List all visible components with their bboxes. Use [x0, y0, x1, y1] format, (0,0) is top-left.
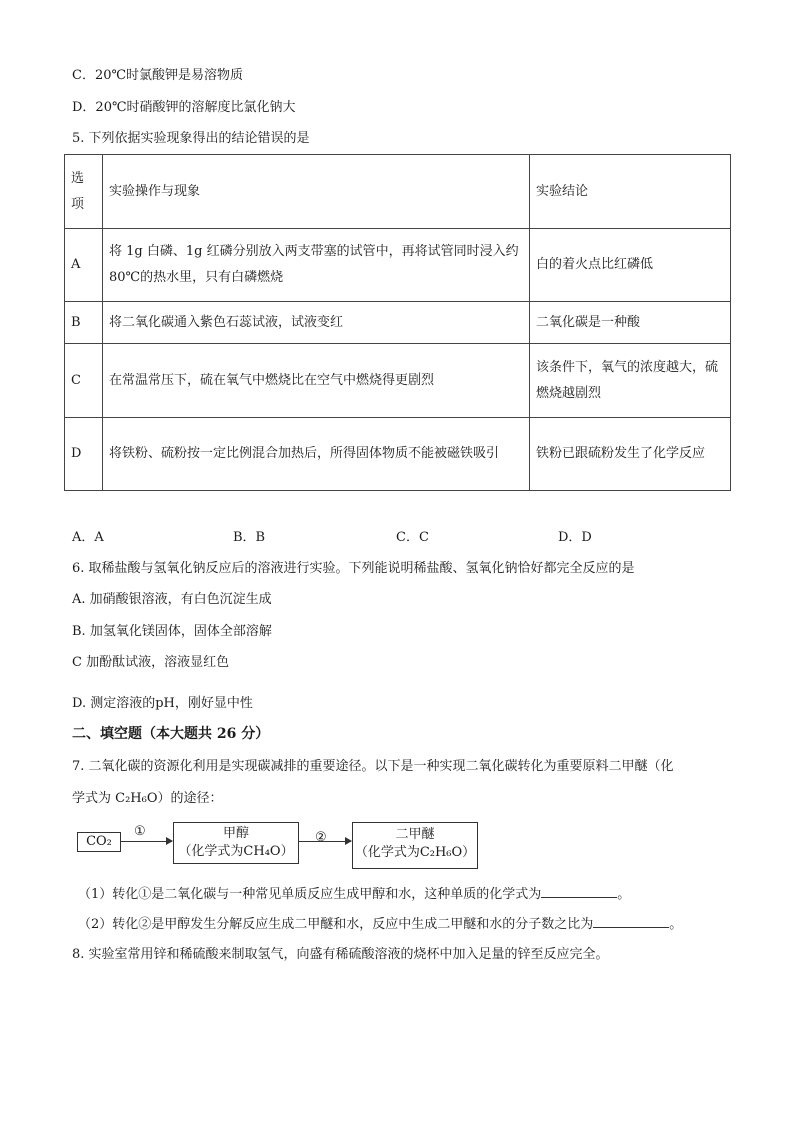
q5-answer-a[interactable]: A．A	[72, 530, 104, 545]
header-operation: 实验操作与现象	[103, 155, 530, 229]
row-operation: 将二氧化碳通入紫色石蕊试液，试液变红	[103, 302, 530, 344]
methanol-name: 甲醇	[222, 826, 249, 841]
row-conclusion: 白的着火点比红磷低	[530, 229, 731, 302]
q7-sub1-text: （1）转化①是二氧化碳与一种常见单质反应生成甲醇和水，这种单质的化学式为	[78, 887, 542, 902]
q8-stem: 8. 实验室常用锌和稀硫酸来制取氢气，向盛有稀硫酸溶液的烧杯中加入足量的锌至反应完全。	[72, 947, 609, 962]
row-operation: 在常温常压下，硫在氧气中燃烧比在空气中燃烧得更剧烈	[103, 344, 530, 418]
step1-label: ①	[134, 824, 146, 839]
table-row	[65, 229, 731, 302]
answer-blank-1[interactable]	[541, 885, 617, 898]
q7-stem-line2: 学式为 C₂H₆O）的途径：	[72, 791, 223, 806]
row-operation: 将铁粉、硫粉按一定比例混合加热后，所得固体物质不能被磁铁吸引	[103, 418, 530, 491]
row-conclusion: 二氧化碳是一种酸	[530, 302, 731, 344]
q7-stem-line1: 7. 二氧化碳的资源化利用是实现碳减排的重要途径。以下是一种实现二氧化碳转化为重要原料二甲醚（化	[72, 759, 674, 774]
row-option: B	[65, 302, 103, 344]
q4-option-c: C．20℃时氯酸钾是易溶物质	[72, 68, 244, 83]
row-option: D	[65, 418, 103, 491]
section-heading: 二、填空题（本大题共 26 分）	[72, 726, 270, 742]
q5-answer-b[interactable]: B．B	[233, 530, 266, 545]
q6-stem: 6. 取稀盐酸与氢氧化钠反应后的溶液进行实验。下列能说明稀盐酸、氢氧化钠恰好都完全反应的是	[72, 561, 635, 576]
methanol-box	[173, 822, 299, 864]
q6-option-b[interactable]: B. 加氢氧化镁固体，固体全部溶解	[72, 624, 272, 639]
row-operation: 将 1g 白磷、1g 红磷分别放入两支带塞的试管中，再将试管同时浸入约 80℃的热水里，只有白磷燃烧	[103, 229, 530, 302]
arrow-1	[120, 841, 172, 842]
table-row	[65, 302, 731, 344]
header-option: 选项	[65, 155, 103, 229]
co2-box: CO₂	[77, 832, 121, 852]
ether-name: 二甲醚	[395, 827, 435, 842]
q5-experiment-table	[64, 154, 731, 491]
q7-sub2	[78, 915, 682, 934]
q6-option-d[interactable]: D. 测定溶液的pH，刚好显中性	[72, 696, 253, 711]
header-conclusion: 实验结论	[530, 155, 731, 229]
table-header-row	[65, 155, 731, 229]
row-option: C	[65, 344, 103, 418]
q5-stem: 5. 下列依据实验现象得出的结论错误的是	[72, 131, 310, 146]
table-row	[65, 344, 731, 418]
q7-sub1	[78, 885, 630, 904]
q7-sub2-end: 。	[669, 917, 683, 932]
q4-option-d: D．20℃时硝酸钾的溶解度比氯化钠大	[72, 100, 296, 115]
q7-sub1-end: 。	[617, 887, 631, 902]
q7-sub2-text: （2）转化②是甲醇发生分解反应生成二甲醚和水，反应中生成二甲醚和水的分子数之比为	[78, 917, 594, 932]
q5-answer-c[interactable]: C．C	[396, 530, 429, 545]
ether-formula: （化学式为C₂H₆O）	[354, 845, 476, 860]
q6-option-c[interactable]: C 加酚酞试液，溶液显红色	[72, 655, 230, 670]
answer-blank-2[interactable]	[593, 915, 669, 928]
q6-option-a[interactable]: A. 加硝酸银溶液，有白色沉淀生成	[72, 592, 272, 607]
row-conclusion: 该条件下，氧气的浓度越大，硫燃烧越剧烈	[530, 344, 731, 418]
dimethyl-ether-box	[352, 822, 478, 869]
methanol-formula: （化学式为CH₄O）	[178, 844, 294, 859]
q5-answer-d[interactable]: D．D	[558, 530, 592, 545]
step2-label: ②	[315, 830, 327, 845]
table-row	[65, 418, 731, 491]
row-option: A	[65, 229, 103, 302]
row-conclusion: 铁粉已跟硫粉发生了化学反应	[530, 418, 731, 491]
